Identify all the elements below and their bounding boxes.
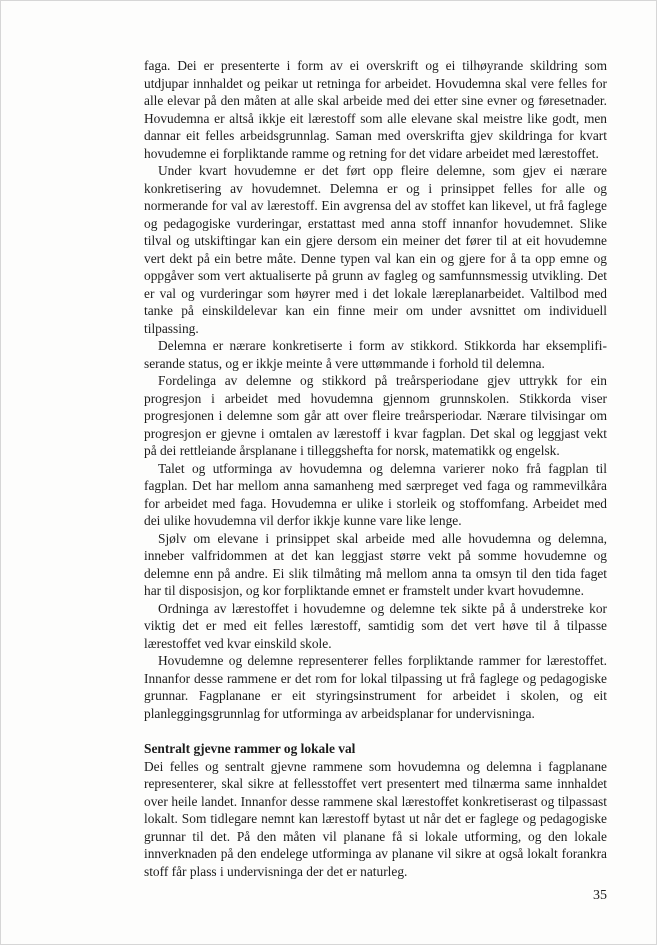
text-column	[144, 57, 607, 880]
paragraph-7: Ordninga av lærestoffet i hovudemne og delemne tek sikte på å understreke kor viktig det er med eit felles lærestoff, samtidig som det vert høve til å tilpasse lærestoffet ved kvar einskild skole.	[144, 600, 607, 651]
paragraph-3: Delemna er nærare konkretiserte i form av stikkord. Stikkorda har eksemplifiserande status, og er ikkje meinte å vere uttømmande i forhold til delemna.	[144, 338, 607, 371]
paragraph-1: faga. Dei er presenterte i form av ei overskrift og ei tilhøyrande skildring som utdjupar innhaldet og peikar ut retninga for arbeidet. Hovudemna skal vere felles for alle elevar på den måten at alle skal arbeide med dei etter sine evner og føresetnader. Hovudemna er altså ikkje eit lærestoff som alle elevane skal meistre like godt, men dannar eit felles arbeidsgrunnlag. Saman med overskrifta gjev skildringa for kvart hovudemne ei forpliktande ramme og retning for det vidare arbeidet med lærestoffet.	[144, 58, 607, 161]
paragraph-4: Fordelinga av delemne og stikkord på treårsperiodane gjev uttrykk for ein progresjon i arbeidet med hovudemna gjennom grunnskolen. Stikkorda viser progresjonen i delemne som går att over fleire treårsperiodar. Nærare tilvisingar om progresjon er gjevne i omtalen av lærestoff i kvar fagplan. Det skal og leggjast vekt på dei rettleiande årsplanane i tilleggshefta for norsk, matematikk og engelsk.	[144, 373, 607, 458]
paragraph-8: Hovudemne og delemne representerer felles forpliktande rammer for lærestoffet. Innanfor desse rammene er det rom for lokal tilpassing ut frå faglege og pedagogiske grunnar. Fagplanane er eit styringsinstrument for arbeidet i skolen, og eit planleggingsgrunnlag for utforminga av arbeidsplanar for undervisninga.	[144, 653, 607, 721]
page-number: 35	[593, 888, 607, 903]
paragraph-5: Talet og utforminga av hovudemna og delemna varierer noko frå fagplan til fagplan. Det har mellom anna samanheng med særpreget ved faga og rammevilkåra for arbeidet med faga. Hovudemna er ulike i storleik og stoffomfang. Arbeidet med dei ulike hovudemna vil derfor ikkje kunne vare like lenge.	[144, 460, 607, 528]
paragraph-2: Under kvart hovudemne er det ført opp fleire delemne, som gjev ei nærare konkretisering av hovudemnet. Delemna er og i prinsippet felles for alle og normerande for val av lærestoff. Ein avgrensa del av stoffet kan likevel, ut frå faglege og pedagogiske vurderingar, erstattast med anna stoff innanfor hovudemnet. Slike tilval og utskiftingar kan ein gjere dersom ein meiner det fører til at eit hovudemne vert dekt på ein betre måte. Denne typen val kan ein og gjere for å ta opp emne og oppgåver som vert aktualiserte på grunn av fagleg og samfunnsmessig utvikling. Det er val og vurderingar som høyrer med i det lokale læreplanarbeidet. Valtilbod med tanke på einskildelevar kan ein finne meir om under avsnittet om individuell tilpassing.	[144, 163, 607, 336]
section-heading: Sentralt gjevne rammer og lokale val	[144, 741, 356, 756]
paragraph-6: Sjølv om elevane i prinsippet skal arbeide med alle hovudemna og delemna, inneber valfridommen at det kan leggjast større vekt på somme hovudemne og delemne enn på andre. Ei slik tilmåting må mellom anna ta omsyn til den tida faget har til disposisjon, og kor forpliktande emnet er framstelt under kvart hovudemne.	[144, 530, 607, 598]
section-paragraph: Dei felles og sentralt gjevne rammene som hovudemna og delemna i fagplanane representerer, skal sikre at fellesstoffet vert presentert med tilnærma same innhaldet over heile landet. Innanfor desse rammene skal lærestoffet konkretiserast og tilpassast lokalt. Som tidlegare nemnt kan lærestoff bytast ut når det er faglege og pedagogiske grunnar til det. På den måten vil planane få si lokale utforming, og den lokale innverknaden på den endelege utforminga av planane vil sikre at også lokalt forankra stoff får plass i undervisninga der det er naturleg.	[144, 758, 607, 879]
